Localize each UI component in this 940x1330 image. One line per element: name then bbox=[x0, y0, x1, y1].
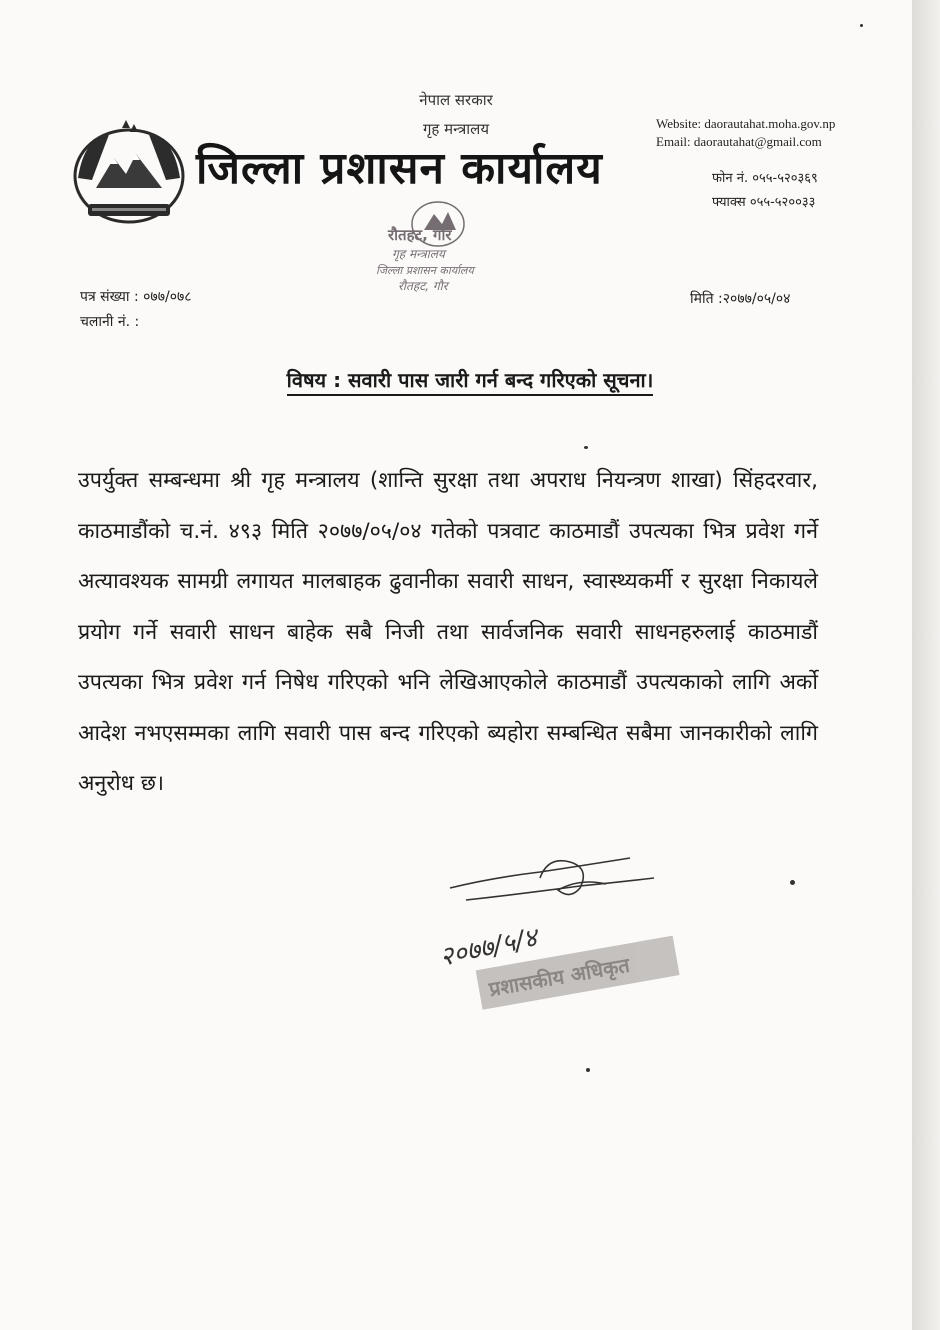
stamp-line-2: गृह मन्त्रालय bbox=[392, 247, 445, 261]
fax-text: फ्याक्स ०५५-५२००३३ bbox=[712, 195, 816, 210]
subject-line bbox=[0, 366, 940, 393]
scan-speck bbox=[860, 24, 863, 27]
page-edge bbox=[912, 0, 940, 1330]
ministry-name: गृह मन्त्रालय bbox=[422, 120, 490, 138]
subject-text: विषय : सवारी पास जारी गर्न बन्द गरिएको सूचना। bbox=[287, 368, 654, 396]
government-name: नेपाल सरकार bbox=[419, 91, 493, 109]
phone-text: फोन नं. ०५५-५२०३६९ bbox=[712, 171, 818, 186]
office-stamp bbox=[352, 190, 512, 300]
scan-speck bbox=[584, 446, 588, 449]
email-text: Email: daorautahat@gmail.com bbox=[656, 134, 822, 149]
letter-number: पत्र संख्या : ०७७/०७८ bbox=[80, 289, 192, 305]
scan-speck bbox=[586, 1068, 590, 1072]
notice-body: उपर्युक्त सम्बन्धमा श्री गृह मन्त्रालय (शान्ति सुरक्षा तथा अपराध नियन्त्रण शाखा) सिंहदरवार, काठमाडौंको च.नं. ४९३ मिति २०७७/०५/०४ गतेको पत्रवाट काठमाडौं उपत्यका भित्र प्रवेश गर्ने अत्यावश्यक सामग्री लगायत मालबाहक ढुवानीका सवारी साधन, स्वास्थ्यकर्मी र सुरक्षा निकायले प्रयोग गर्ने सवारी साधन बाहेक सबै निजी तथा सार्वजनिक सवारी साधनहरुलाई काठमाडौं उपत्यका भित्र प्रवेश गर्न निषेध गरिएको भनि लेखिआएकोले काठमाडौं उपत्यकाको लागि अर्को आदेश नभएसम्मका लागि सवारी पास बन्द गरिएको ब्यहोरा सम्बन्धित सबैमा जानकारीको लागि अनुरोध छ। bbox=[78, 468, 818, 796]
scan-speck bbox=[790, 880, 795, 885]
signature-block bbox=[430, 838, 690, 1038]
signature-date: २०७७/५/४ bbox=[437, 922, 540, 973]
dispatch-number: चलानी नं. : bbox=[80, 314, 140, 330]
website-text: Website: daorautahat.moha.gov.np bbox=[656, 116, 836, 131]
stamp-line-3: जिल्ला प्रशासन कार्यालय bbox=[376, 264, 474, 277]
office-title: जिल्ला प्रशासन कार्यालय bbox=[196, 143, 603, 194]
letter-date: मिति :२०७७/०५/०४ bbox=[690, 291, 791, 307]
stamp-line-4: रौतहट, गौर bbox=[398, 279, 448, 293]
stamp-line-1: रौतहट, गौर bbox=[388, 226, 452, 244]
nepal-emblem-icon bbox=[70, 118, 188, 230]
designation-stamp: प्रशासकीय अधिकृत bbox=[487, 952, 632, 1002]
